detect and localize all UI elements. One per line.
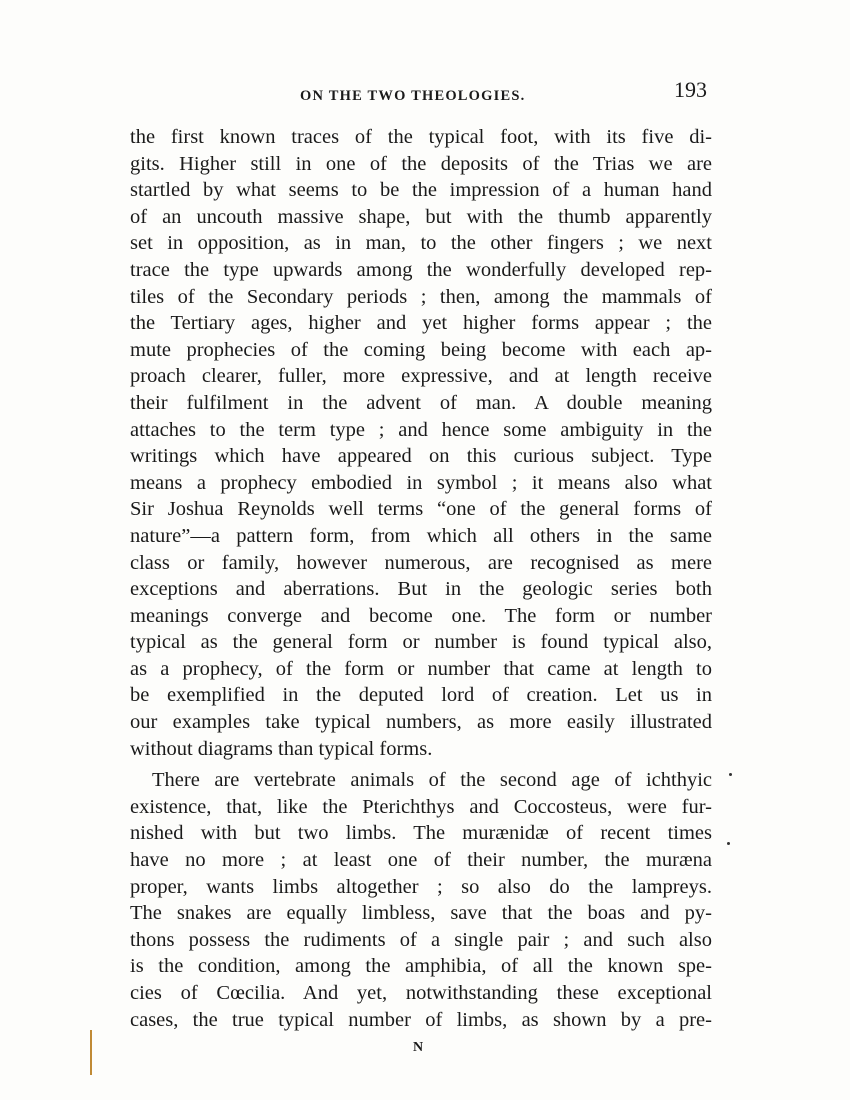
text-line: trace the type upwards among the wonderfully developed rep-: [130, 258, 712, 281]
signature-mark: N: [413, 1040, 424, 1055]
paragraph-2: [130, 767, 712, 1033]
text-line: meanings converge and become one. The form or number: [130, 604, 712, 627]
text-line: The snakes are equally limbless, save that the boas and py-: [130, 902, 712, 925]
text-line: exceptions and aberrations. But in the geologic series both: [130, 578, 712, 601]
text-line: our examples take typical numbers, as more easily illustrated: [130, 711, 712, 734]
running-title: ON THE TWO THEOLOGIES.: [300, 88, 526, 104]
text-line: existence, that, like the Pterichthys and Coccosteus, were fur-: [130, 795, 712, 818]
text-line: writings which have appeared on this curious subject. Type: [130, 445, 712, 468]
text-line: of an uncouth massive shape, but with the thumb apparently: [130, 205, 712, 228]
text-line: There are vertebrate animals of the second age of ichthyic: [152, 769, 712, 792]
text-line: proper, wants limbs altogether ; so also do the lampreys.: [130, 875, 712, 898]
text-line: gits. Higher still in one of the deposits of the Trias we are: [130, 152, 712, 175]
running-head: [130, 77, 715, 105]
text-line: set in opposition, as in man, to the other fingers ; we next: [130, 232, 712, 255]
body-text: [130, 124, 712, 1033]
text-line: the first known traces of the typical foot, with its five di-: [130, 126, 712, 148]
margin-mark: [90, 1030, 92, 1075]
stray-dot: [729, 773, 732, 776]
text-line: the Tertiary ages, higher and yet higher forms appear ; the: [130, 312, 712, 335]
text-line: tiles of the Secondary periods ; then, among the mammals of: [130, 285, 712, 308]
text-line: startled by what seems to be the impression of a human hand: [130, 179, 712, 202]
text-line: is the condition, among the amphibia, of all the known spe-: [130, 955, 712, 978]
text-line: means a prophecy embodied in symbol ; it means also what: [130, 471, 712, 494]
text-line: proach clearer, fuller, more expressive, and at length receive: [130, 365, 712, 388]
text-line: Sir Joshua Reynolds well terms “one of the general forms of: [130, 498, 712, 521]
text-line: nature”—a pattern form, from which all others in the same: [130, 524, 712, 547]
text-line: without diagrams than typical forms.: [130, 737, 433, 760]
text-line: cies of Cœcilia. And yet, notwithstanding these exceptional: [130, 982, 712, 1004]
text-line: attaches to the term type ; and hence some ambiguity in the: [130, 418, 712, 441]
text-line: their fulfilment in the advent of man. A double meaning: [130, 391, 712, 414]
text-line: typical as the general form or number is found typical also,: [130, 631, 712, 654]
paragraph-1: [130, 124, 712, 762]
text-line: thons possess the rudiments of a single pair ; and such also: [130, 928, 712, 951]
text-line: have no more ; at least one of their number, the muræna: [130, 849, 712, 872]
text-line: as a prophecy, of the form or number that came at length to: [130, 657, 712, 680]
stray-dot: [727, 842, 730, 845]
text-line: be exemplified in the deputed lord of creation. Let us in: [130, 684, 712, 707]
page-number: 193: [674, 77, 707, 102]
text-line: nished with but two limbs. The murænidæ of recent times: [130, 822, 712, 845]
text-line: class or family, however numerous, are recognised as mere: [130, 551, 712, 574]
text-line: cases, the true typical number of limbs, as shown by a pre-: [130, 1008, 712, 1031]
text-line: mute prophecies of the coming being become with each ap-: [130, 338, 712, 361]
